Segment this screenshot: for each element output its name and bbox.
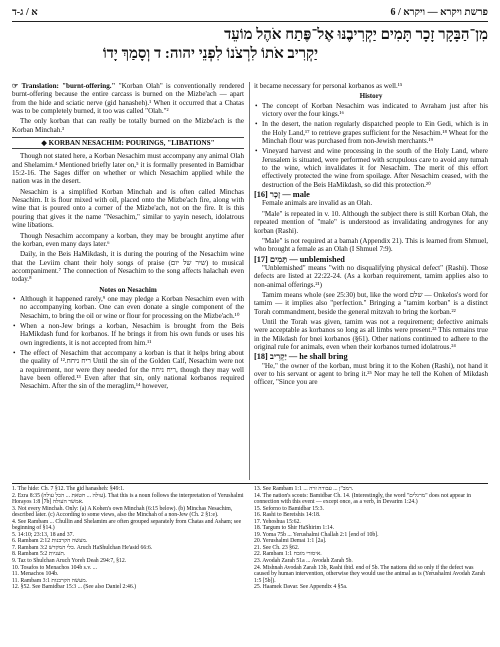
right-column xyxy=(254,82,488,389)
footnote: 17. Yehoshua 15:62. xyxy=(254,518,301,525)
term-heading-16: [16] זָכָר — male xyxy=(254,190,310,200)
footnote: 11. Menachos 104b. xyxy=(12,571,59,578)
paragraph: Daily, in the Beis HaMikdash, it is during the pouring of the Nesachim wine that the Leviim chant their holy songs of praise (שיר של יום) to musical accompaniment.⁷ The connection of Nesachim to the song affects halachah even today.⁸ xyxy=(12,250,244,284)
footnote: 11. Rambam מעשה הקרבנות 3:1. xyxy=(12,577,88,584)
footnote: 9. Taz to Shulchan Aruch Yoreh Deah 294:7, §12. xyxy=(12,558,127,565)
history-subheading: History xyxy=(359,92,383,101)
footnote: 13. See Rambam 1:1 ... רמב"ן ... עבודה זרה. xyxy=(254,486,354,492)
left-column xyxy=(12,82,244,393)
bullet-item: • The concept of Korban Nesachim was indicated to Avraham just after his victory over the four kings.¹⁶ xyxy=(254,102,488,119)
paragraph: it became necessary for personal korbanos as well.¹⁵ xyxy=(254,82,403,90)
paragraph: Though Nesachim accompany a korban, they may be brought anytime after the korban, even many days later.⁶ xyxy=(12,231,244,248)
footnote: 8. Rambam תעניות 5:2. xyxy=(12,551,66,558)
bullet-item: • The effect of Nesachim that accompany a korban is that it helps bring about the quality of ריח ניחח.¹² Until the sin of the Golden Calf, Nesachim were not a requirement, nor were they needed for the ריח ניחח, though they may well have been offered.¹³ Even after that sin, only national korbanos required Nesachim. After the sin of the meraglim,¹⁴ however, xyxy=(12,349,244,391)
verse-line-2: יַקְרִיב אֹתוֹ לִרְצֹנוֹ לִפְנֵי יהוה: ד וְסָמַךְ יָדוֹ xyxy=(102,46,318,62)
header-parsha-title: 6 / פרשת ויקרא — ויקרא xyxy=(390,7,488,18)
bullet-item: • When a non-Jew brings a korban, Nesachim is brought from the Beis HaMikdash fund for korbanos. If he brings it from his own funds or uses his own ingredients, it is not accepted from him.¹¹ xyxy=(12,322,244,347)
footnote: 15. Seforno to Bamidbar 15:3. xyxy=(254,505,324,512)
term-heading-18: [18] יַקְרִיב — he shall bring xyxy=(254,352,348,362)
footnote: 6. Rambam מעשה הקרבנות 2:12. xyxy=(12,538,88,545)
bullet-item: • In the desert, the nation regularly dispatched people to Ein Gedi, which is in the Holy Land,¹⁷ to retrieve grapes sufficient for the Nesachim.¹⁸ Wheat for the Minchah flour was purchased from non-Jewish merchants.¹⁹ xyxy=(254,120,488,145)
footnote: 20. Yerushalmi Demai 1:1 [2a]. xyxy=(254,538,327,545)
paragraph: "Unblemished" means "with no disqualifying physical defect" (Rashi). Those defects are listed at 22:22-24. (As a korban requirement, tamim applies also to non-animal offerings.²¹) xyxy=(254,263,488,289)
translation-bullet-icon: ☞ xyxy=(12,82,19,90)
footnote: 24. Mishnah Avodah Zarah 13b, Rashi ibid. end of 5b. The nations did so only if the defect was caused by human intervention, otherwise they would use the animal as is (Yerushalmi Avodah Zarah 1:5 [5b]). xyxy=(254,564,486,584)
footnote: 18. Targum to Shir HaShirim 1:14. xyxy=(254,525,335,532)
notes-subheading: Notes on Nesachim xyxy=(99,285,157,294)
footnote: 3. Not every Minchah. Only: (a) A Kohen's own Minchah (6:15 below). (b) Minchas Nesachim, described later. (c) According to some views, also the Minchah of a non-Jew (Ch. 2 §1:e). xyxy=(12,505,233,519)
page-header xyxy=(12,6,488,22)
section-title: ◆ KORBAN NESACHIM: POURINGS, "LIBATIONS" xyxy=(12,137,244,149)
footnote: 10. Tosafos to Menachos 104b s.v. ... xyxy=(12,564,98,571)
header-page-ref: א / ג-ד xyxy=(12,7,38,18)
paragraph: Until the Torah was given, tamim was not a requirement; defective animals were acceptable as korbanos so long as all limbs were present.²³ This remains true in the Mikdash for bnei korbanos (§61). Other nations continued to adhere to the original rule for animals, even when their korbanos turned idolatrous.²⁴ xyxy=(254,317,488,351)
hebrew-verse xyxy=(12,26,488,78)
column-divider xyxy=(249,82,250,480)
footnote: 1. The hide: Ch. 7 §12. The gid hanasheh: §49:1. xyxy=(12,486,125,492)
footnote: 21. See Ch. 23 §62. xyxy=(254,544,300,551)
footnotes-rule xyxy=(12,483,488,484)
paragraph: "He," the owner of the korban, must bring it to the Kohen (Rashi), not hand it over to his servant or agent to bring it.²⁵ Nor may he tell the Kohen of Mikdash officer, "Since you are xyxy=(254,361,488,387)
footnote: 5. 14:10; 23:13, 18 and 37. xyxy=(12,531,74,538)
paragraph: The only korban that can really be totally burned on the Mizbe'ach is the Korban Minchah.³ xyxy=(12,117,244,134)
footnotes-right xyxy=(254,486,488,591)
footnote: 12. §52. See Bamidbar 15:3 ... (See also Daniel 2:46.) xyxy=(12,584,137,591)
term-heading-17: [17] תָּמִים — unblemished xyxy=(254,254,345,264)
footnote: 14. The nation's scouts: Bamidbar Ch. 14. (Interestingly, the word "מרגלים" does not appear in connection with this event — except once, as a verb, in Devarim 1:24.) xyxy=(254,492,471,506)
footnote: 7. Rambam כלי המקדש 3:2. Aruch HaShulchan He'asid 66:6. xyxy=(12,544,153,551)
paragraph: "Male" is not required at a bamah (Appendix 21). This is learned from Shmuel, who brought a female as an Olah (I Shmuel 7:9). xyxy=(254,236,488,254)
paragraph: Nesachim is a simplified Korban Minchah and is often called Minchas Nesachim. It is flour mixed with oil, placed onto the Mizbe'ach fire, along with wine that is poured onto a corner of the Mizbe'ach, not on the fire. It is this pouring that gives it the name "Nesachim," similar to yayin nesech, idolatrous wine libations. xyxy=(12,187,244,230)
paragraph: "Male" is repeated in v. 10. Although the subject there is still Korban Olah, the repeated mention of "male" is understood as invalidating androgynes for any korban (Rashi). xyxy=(254,209,488,235)
bullet-item: • Vineyard harvest and wine processing in the south of the Holy Land, where Jerusalem is situated, were performed with scrupulous care to avoid any tumah to the wine, which invalidates it for Nesachim. The merit of this effort effectively protected the wine from spoilage. After Nesachim ceased, with the destruction of the Beis HaMikdash, so did this protection.²⁰ xyxy=(254,147,488,189)
footnote: 16. Rashi to Bereishis 14:18. xyxy=(254,512,321,519)
paragraph: Female animals are invalid as an Olah. xyxy=(262,199,373,208)
footnote: 4. See Rambam ... Chullin and Shelamim are often grouped separately from Chatas and Asham; see beginning of §14.) xyxy=(12,518,242,532)
translation-text: "Korban Olah" is conventionally rendered burnt-offering because the entire carcass is burned on the Mizbe'ach — apart from the hide and sciatic nerve (gid hanasheh).¹ When it occurred that a Chatas was to be completely burned, it too was called "Olah."² xyxy=(12,82,245,116)
bullet-item: • Although it happened rarely,⁹ one may pledge a Korban Nesachim even with no accompanying korban. One can even donate a single component of the Nesachim, to bring the oil or wine or flour for processing on the Mizbe'ach.¹⁰ xyxy=(12,295,244,320)
footnote: 2. Ezra 8:35 (עולה ... חטאת ... הכל עולה). That this is a noun follows the interpretation of Yerushalmi Horayos 1:8 [7b] אמשר העולה. xyxy=(12,492,244,506)
paragraph: Tamim means whole (see 25:30) but, like the word שלם — Onkelos's word for tamim — it implies also "perfection." Bringing a "tamim korban" is a distinct Torah commandment, beside the general mitzvah to bring the korban.²² xyxy=(254,290,488,316)
paragraph: Though not stated here, a Korban Nesachim must accompany any animal Olah and Shelamim.⁴ Mentioned briefly later on,⁵ it is formally presented in Bamidbar 15:2-16. The Sages differ on whether or which Nesachim applied while the nation was in the desert. xyxy=(12,152,244,186)
translation-label: Translation: "burnt-offering." xyxy=(21,82,116,90)
footnote: 19. Yoma 75b ... Yerushalmi Challah 2:1 [end of 10b]. xyxy=(254,531,379,538)
footnote: 23. Avodah Zarah 51a ... Avodah Zarah 5b. xyxy=(254,558,353,565)
footnotes-left xyxy=(12,486,244,591)
verse-line-1: מִן־הַבָּקָר זָכָר תָּמִים יַקְרִיבֶנּוּ אֶל־פֶּתַח אֹהֶל מוֹעֵד xyxy=(224,27,488,43)
footnote: 22. Rambam איסורי מזבח 1:1. xyxy=(254,551,322,558)
footnote: 25. Haamek Davar. See Appendix 4 §5a. xyxy=(254,584,348,591)
diamond-icon: ◆ xyxy=(41,139,49,148)
